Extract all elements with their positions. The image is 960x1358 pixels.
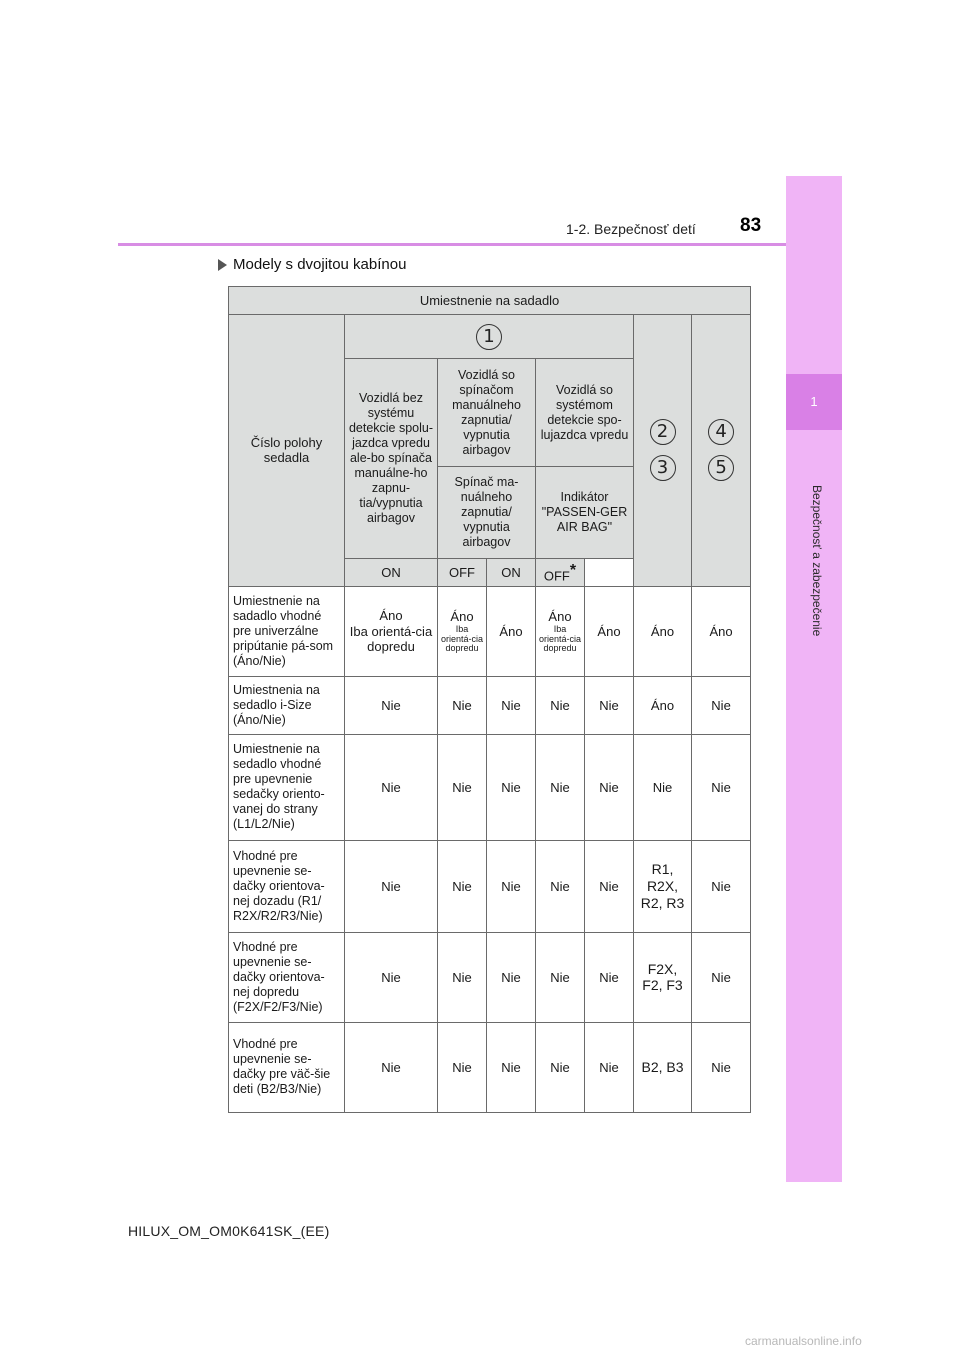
table-cell: B2, B3 [634,1022,692,1112]
table-cell: Nie [692,1022,751,1112]
table-cell: Nie [536,676,585,734]
seat-number-header: Číslo polohy sedadla [229,315,345,587]
side-tab-number: 1 [810,394,818,409]
cell-value: Áno [548,609,572,625]
position-4-5-header [692,315,751,587]
table-cell: Nie [692,932,751,1022]
row-label: Vhodné pre upevnenie se-dačky pre väč-šie deti (B2/B3/Nie) [229,1022,345,1112]
table-row [229,676,751,734]
table-row [229,1022,751,1112]
section-title: 1-2. Bezpečnosť detí [566,221,696,237]
table-cell: Nie [345,840,438,932]
table-cell: Nie [438,840,487,932]
table-cell: Nie [536,932,585,1022]
no-switch-header: Vozidlá bez systému detekcie spolu-jazdca vpredu ale-bo spínača manuálne-ho zapnu-tia/vypnutia airbagov [345,359,438,559]
table-cell: Nie [345,734,438,840]
row-label: Vhodné pre upevnenie se-dačky orientova-nej dozadu (R1/ R2X/R2/R3/Nie) [229,840,345,932]
table-cell: Nie [345,676,438,734]
table-cell: Nie [438,676,487,734]
table-cell: Nie [585,676,634,734]
table-cell: R1, R2X, R2, R3 [634,840,692,932]
table-cell: Nie [692,734,751,840]
row-label: Vhodné pre upevnenie se-dačky orientova-nej dopredu (F2X/F2/F3/Nie) [229,932,345,1022]
table-cell: Áno [487,586,536,676]
table-cell: Nie [438,1022,487,1112]
switch-on-header: ON [345,559,438,587]
position-5-marker: 5 [708,455,734,481]
table-cell: Nie [438,734,487,840]
table-cell: Nie [634,734,692,840]
table-cell: Nie [536,734,585,840]
position-4-marker: 4 [708,419,734,445]
table-title: Umiestnenie na sadadlo [229,287,751,315]
table-cell: Nie [692,676,751,734]
triangle-bullet-icon [218,259,227,271]
table-cell: Nie [487,1022,536,1112]
table-cell: Nie [487,840,536,932]
header-rule [118,243,786,246]
detection-header: Vozidlá so systémom detekcie spo-lujazdca vpredu [536,359,634,467]
indicator-on-header: ON [487,559,536,587]
table-row [229,586,751,676]
table-cell: Nie [585,840,634,932]
row-label: Umiestnenie na sedadlo vhodné pre upevnenie sedačky oriento-vanej do strany (L1/L2/Nie) [229,734,345,840]
cell-note: Iba orientá-cia dopredu [349,623,433,655]
cell-value: Áno [379,608,403,624]
table-cell [536,586,585,676]
table-row [229,932,751,1022]
bullet-heading [218,256,406,273]
position-3-marker: 3 [650,455,676,481]
side-tab-strip [786,176,842,1182]
side-tab-label: Bezpečnosť a zabezpečenie [810,485,824,637]
position-2-3-header [634,315,692,587]
table-cell: Nie [536,1022,585,1112]
page-number: 83 [740,215,762,236]
row-label: Umiestnenie na sadadlo vhodné pre univerzálne pripútanie pá-som (Áno/Nie) [229,586,345,676]
table-cell [345,586,438,676]
table-cell: Nie [487,932,536,1022]
bullet-text: Modely s dvojitou kabínou [233,256,407,273]
table-row [229,734,751,840]
table-cell: Áno [634,676,692,734]
table-cell [438,586,487,676]
cell-value: Áno [450,609,474,625]
position-1-marker: 1 [476,324,502,350]
cell-note: Iba orientá-cia dopredu [538,624,582,653]
indicator-subheader: Indikátor "PASSEN-GER AIR BAG" [536,467,634,559]
cell-note: Iba orientá-cia dopredu [440,624,484,653]
switch-header: Vozidlá so spínačom manuálneho zapnutia/ vypnutia airbagov [438,359,536,467]
table-cell: F2X, F2, F3 [634,932,692,1022]
switch-off-header: OFF [438,559,487,587]
table-cell: Áno [634,586,692,676]
switch-subheader: Spínač ma-nuálneho zapnutia/ vypnutia airbagov [438,467,536,559]
table-cell: Nie [692,840,751,932]
table-cell: Nie [345,932,438,1022]
table-cell: Nie [536,840,585,932]
table-cell: Áno [692,586,751,676]
watermark: carmanualsonline.info [745,1334,862,1348]
table-cell: Áno [585,586,634,676]
position-2-marker: 2 [650,419,676,445]
table-cell: Nie [345,1022,438,1112]
table-row [229,840,751,932]
indicator-off-header [536,559,585,587]
footnote-asterisk: * [569,562,577,579]
row-label: Umiestnenia na sedadlo i-Size (Áno/Nie) [229,676,345,734]
position-1-header [345,315,634,359]
table-cell: Nie [585,1022,634,1112]
table-cell: Nie [585,734,634,840]
indicator-off-label: OFF [543,568,570,584]
table-cell: Nie [438,932,487,1022]
table-cell: Nie [487,676,536,734]
seat-position-table [228,286,751,1113]
document-code: HILUX_OM_OM0K641SK_(EE) [128,1223,330,1239]
table-cell: Nie [487,734,536,840]
table-cell: Nie [585,932,634,1022]
